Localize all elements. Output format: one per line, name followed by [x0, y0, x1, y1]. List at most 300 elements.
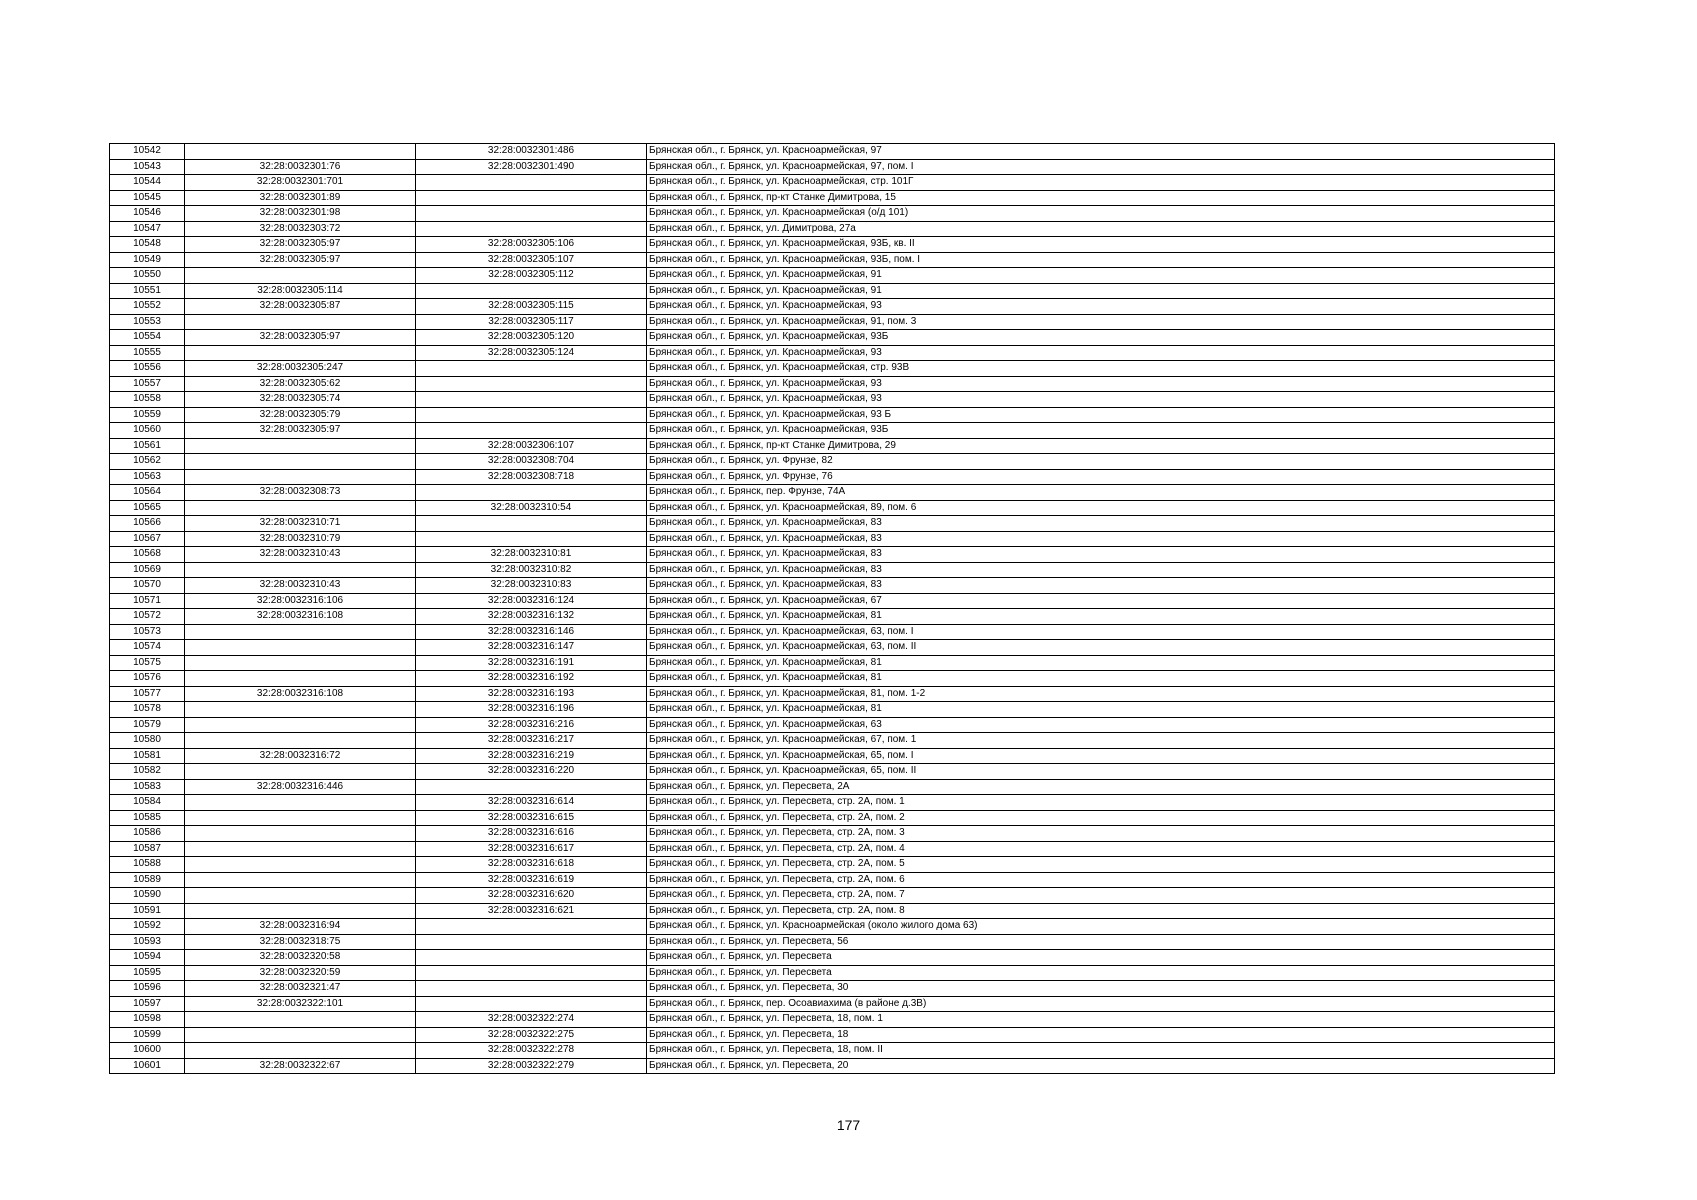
address-cell: Брянская обл., г. Брянск, ул. Красноармейская, 93Б, пом. I	[647, 252, 1555, 268]
table-row	[110, 469, 1555, 485]
address-cell: Брянская обл., г. Брянск, ул. Красноармейская, 63, пом. I	[647, 624, 1555, 640]
table-row	[110, 516, 1555, 532]
parcel-number-cell	[185, 903, 416, 919]
object-number-cell	[416, 407, 647, 423]
table-row	[110, 144, 1555, 160]
object-number-cell: 32:28:0032310:81	[416, 547, 647, 563]
address-cell: Брянская обл., г. Брянск, ул. Пересвета, стр. 2А, пом. 2	[647, 810, 1555, 826]
object-number-cell	[416, 981, 647, 997]
address-cell: Брянская обл., г. Брянск, ул. Красноармейская, 93	[647, 345, 1555, 361]
parcel-number-cell: 32:28:0032305:114	[185, 283, 416, 299]
address-cell: Брянская обл., г. Брянск, ул. Красноармейская (около жилого дома 63)	[647, 919, 1555, 935]
address-cell: Брянская обл., г. Брянск, пр-кт Станке Димитрова, 29	[647, 438, 1555, 454]
row-number-cell: 10599	[110, 1027, 185, 1043]
row-number-cell: 10579	[110, 717, 185, 733]
row-number-cell: 10558	[110, 392, 185, 408]
object-number-cell: 32:28:0032305:106	[416, 237, 647, 253]
address-cell: Брянская обл., г. Брянск, ул. Димитрова, 27а	[647, 221, 1555, 237]
parcel-number-cell: 32:28:0032316:72	[185, 748, 416, 764]
row-number-cell: 10542	[110, 144, 185, 160]
address-cell: Брянская обл., г. Брянск, пр-кт Станке Димитрова, 15	[647, 190, 1555, 206]
table-row	[110, 950, 1555, 966]
row-number-cell: 10597	[110, 996, 185, 1012]
parcel-number-cell	[185, 500, 416, 516]
parcel-number-cell: 32:28:0032305:74	[185, 392, 416, 408]
address-cell: Брянская обл., г. Брянск, ул. Пересвета, стр. 2А, пом. 5	[647, 857, 1555, 873]
object-number-cell	[416, 485, 647, 501]
table-row	[110, 857, 1555, 873]
parcel-number-cell: 32:28:0032305:247	[185, 361, 416, 377]
table-row	[110, 578, 1555, 594]
address-cell: Брянская обл., г. Брянск, ул. Красноармейская, 83	[647, 531, 1555, 547]
row-number-cell: 10543	[110, 159, 185, 175]
object-number-cell: 32:28:0032305:124	[416, 345, 647, 361]
row-number-cell: 10590	[110, 888, 185, 904]
address-cell: Брянская обл., г. Брянск, ул. Красноармейская, 93	[647, 392, 1555, 408]
table-row	[110, 903, 1555, 919]
object-number-cell: 32:28:0032322:274	[416, 1012, 647, 1028]
row-number-cell: 10565	[110, 500, 185, 516]
parcel-number-cell	[185, 826, 416, 842]
object-number-cell: 32:28:0032316:217	[416, 733, 647, 749]
parcel-number-cell	[185, 1027, 416, 1043]
table-row	[110, 779, 1555, 795]
address-cell: Брянская обл., г. Брянск, ул. Красноармейская, 81, пом. 1-2	[647, 686, 1555, 702]
address-cell: Брянская обл., г. Брянск, ул. Фрунзе, 82	[647, 454, 1555, 470]
row-number-cell: 10584	[110, 795, 185, 811]
address-cell: Брянская обл., г. Брянск, ул. Красноармейская, стр. 101Г	[647, 175, 1555, 191]
row-number-cell: 10587	[110, 841, 185, 857]
object-number-cell: 32:28:0032322:278	[416, 1043, 647, 1059]
table-row	[110, 624, 1555, 640]
table-row	[110, 407, 1555, 423]
row-number-cell: 10546	[110, 206, 185, 222]
object-number-cell: 32:28:0032322:279	[416, 1058, 647, 1074]
table-row	[110, 268, 1555, 284]
table-row	[110, 361, 1555, 377]
row-number-cell: 10583	[110, 779, 185, 795]
object-number-cell: 32:28:0032301:490	[416, 159, 647, 175]
table-row	[110, 531, 1555, 547]
address-cell: Брянская обл., г. Брянск, ул. Пересвета, стр. 2А, пом. 8	[647, 903, 1555, 919]
address-cell: Брянская обл., г. Брянск, ул. Красноармейская, 83	[647, 578, 1555, 594]
object-number-cell	[416, 221, 647, 237]
object-number-cell: 32:28:0032316:146	[416, 624, 647, 640]
table-row	[110, 764, 1555, 780]
address-cell: Брянская обл., г. Брянск, ул. Пересвета, 18	[647, 1027, 1555, 1043]
row-number-cell: 10557	[110, 376, 185, 392]
object-number-cell: 32:28:0032316:615	[416, 810, 647, 826]
object-number-cell	[416, 779, 647, 795]
object-number-cell	[416, 376, 647, 392]
address-cell: Брянская обл., г. Брянск, ул. Пересвета, стр. 2А, пом. 6	[647, 872, 1555, 888]
object-number-cell: 32:28:0032316:191	[416, 655, 647, 671]
parcel-number-cell	[185, 655, 416, 671]
address-cell: Брянская обл., г. Брянск, пер. Фрунзе, 74А	[647, 485, 1555, 501]
table-row	[110, 717, 1555, 733]
object-number-cell	[416, 392, 647, 408]
row-number-cell: 10585	[110, 810, 185, 826]
table-row	[110, 965, 1555, 981]
parcel-number-cell	[185, 857, 416, 873]
object-number-cell	[416, 516, 647, 532]
row-number-cell: 10589	[110, 872, 185, 888]
object-number-cell: 32:28:0032308:704	[416, 454, 647, 470]
address-cell: Брянская обл., г. Брянск, ул. Красноармейская, 65, пом. I	[647, 748, 1555, 764]
parcel-number-cell: 32:28:0032310:43	[185, 547, 416, 563]
parcel-number-cell	[185, 717, 416, 733]
parcel-number-cell: 32:28:0032308:73	[185, 485, 416, 501]
object-number-cell: 32:28:0032316:132	[416, 609, 647, 625]
row-number-cell: 10601	[110, 1058, 185, 1074]
row-number-cell: 10572	[110, 609, 185, 625]
object-number-cell: 32:28:0032310:54	[416, 500, 647, 516]
row-number-cell: 10578	[110, 702, 185, 718]
parcel-number-cell	[185, 764, 416, 780]
parcel-number-cell: 32:28:0032310:71	[185, 516, 416, 532]
parcel-number-cell: 32:28:0032305:79	[185, 407, 416, 423]
row-number-cell: 10563	[110, 469, 185, 485]
row-number-cell: 10550	[110, 268, 185, 284]
parcel-number-cell: 32:28:0032305:97	[185, 423, 416, 439]
row-number-cell: 10562	[110, 454, 185, 470]
table-row	[110, 500, 1555, 516]
parcel-number-cell	[185, 454, 416, 470]
object-number-cell: 32:28:0032310:83	[416, 578, 647, 594]
parcel-number-cell	[185, 702, 416, 718]
table-row	[110, 686, 1555, 702]
object-number-cell	[416, 190, 647, 206]
parcel-number-cell: 32:28:0032305:62	[185, 376, 416, 392]
address-cell: Брянская обл., г. Брянск, ул. Красноармейская, 93	[647, 299, 1555, 315]
parcel-number-cell: 32:28:0032310:43	[185, 578, 416, 594]
address-cell: Брянская обл., г. Брянск, ул. Красноармейская, 81	[647, 609, 1555, 625]
address-cell: Брянская обл., г. Брянск, ул. Красноармейская, 83	[647, 516, 1555, 532]
row-number-cell: 10552	[110, 299, 185, 315]
table-row	[110, 1058, 1555, 1074]
address-cell: Брянская обл., г. Брянск, ул. Красноармейская, 81	[647, 702, 1555, 718]
parcel-number-cell: 32:28:0032301:89	[185, 190, 416, 206]
row-number-cell: 10564	[110, 485, 185, 501]
registry-table-container	[109, 143, 1555, 1074]
row-number-cell: 10548	[110, 237, 185, 253]
table-row	[110, 919, 1555, 935]
address-cell: Брянская обл., г. Брянск, ул. Красноармейская, 91	[647, 283, 1555, 299]
address-cell: Брянская обл., г. Брянск, ул. Красноармейская, 83	[647, 547, 1555, 563]
object-number-cell: 32:28:0032316:193	[416, 686, 647, 702]
parcel-number-cell: 32:28:0032321:47	[185, 981, 416, 997]
table-row	[110, 934, 1555, 950]
parcel-number-cell: 32:28:0032316:446	[185, 779, 416, 795]
parcel-number-cell	[185, 624, 416, 640]
table-row	[110, 299, 1555, 315]
address-cell: Брянская обл., г. Брянск, ул. Пересвета, 18, пом. 1	[647, 1012, 1555, 1028]
row-number-cell: 10595	[110, 965, 185, 981]
row-number-cell: 10555	[110, 345, 185, 361]
table-row	[110, 609, 1555, 625]
object-number-cell: 32:28:0032306:107	[416, 438, 647, 454]
row-number-cell: 10580	[110, 733, 185, 749]
address-cell: Брянская обл., г. Брянск, ул. Пересвета, 18, пом. II	[647, 1043, 1555, 1059]
object-number-cell: 32:28:0032305:120	[416, 330, 647, 346]
address-cell: Брянская обл., г. Брянск, ул. Красноармейская, 93Б	[647, 423, 1555, 439]
table-row	[110, 810, 1555, 826]
parcel-number-cell	[185, 438, 416, 454]
parcel-number-cell: 32:28:0032316:108	[185, 609, 416, 625]
row-number-cell: 10567	[110, 531, 185, 547]
registry-table-body	[110, 144, 1555, 1074]
table-row	[110, 283, 1555, 299]
table-row	[110, 547, 1555, 563]
row-number-cell: 10570	[110, 578, 185, 594]
object-number-cell	[416, 919, 647, 935]
row-number-cell: 10598	[110, 1012, 185, 1028]
parcel-number-cell	[185, 1043, 416, 1059]
table-row	[110, 795, 1555, 811]
parcel-number-cell	[185, 144, 416, 160]
object-number-cell: 32:28:0032305:112	[416, 268, 647, 284]
parcel-number-cell	[185, 888, 416, 904]
parcel-number-cell: 32:28:0032301:76	[185, 159, 416, 175]
row-number-cell: 10551	[110, 283, 185, 299]
address-cell: Брянская обл., г. Брянск, ул. Красноармейская, 63	[647, 717, 1555, 733]
table-row	[110, 826, 1555, 842]
row-number-cell: 10591	[110, 903, 185, 919]
row-number-cell: 10561	[110, 438, 185, 454]
parcel-number-cell: 32:28:0032320:59	[185, 965, 416, 981]
address-cell: Брянская обл., г. Брянск, ул. Пересвета, стр. 2А, пом. 1	[647, 795, 1555, 811]
row-number-cell: 10581	[110, 748, 185, 764]
parcel-number-cell	[185, 810, 416, 826]
parcel-number-cell: 32:28:0032305:97	[185, 237, 416, 253]
parcel-number-cell	[185, 469, 416, 485]
table-row	[110, 423, 1555, 439]
object-number-cell: 32:28:0032316:614	[416, 795, 647, 811]
row-number-cell: 10560	[110, 423, 185, 439]
address-cell: Брянская обл., г. Брянск, ул. Красноармейская, стр. 93В	[647, 361, 1555, 377]
object-number-cell	[416, 996, 647, 1012]
address-cell: Брянская обл., г. Брянск, ул. Пересвета, 20	[647, 1058, 1555, 1074]
object-number-cell: 32:28:0032316:621	[416, 903, 647, 919]
table-row	[110, 392, 1555, 408]
object-number-cell	[416, 965, 647, 981]
row-number-cell: 10544	[110, 175, 185, 191]
table-row	[110, 593, 1555, 609]
table-row	[110, 438, 1555, 454]
address-cell: Брянская обл., г. Брянск, ул. Красноармейская, 63, пом. II	[647, 640, 1555, 656]
table-row	[110, 345, 1555, 361]
object-number-cell	[416, 283, 647, 299]
object-number-cell	[416, 175, 647, 191]
table-row	[110, 1043, 1555, 1059]
address-cell: Брянская обл., г. Брянск, ул. Красноармейская, 97	[647, 144, 1555, 160]
parcel-number-cell	[185, 640, 416, 656]
object-number-cell	[416, 531, 647, 547]
parcel-number-cell: 32:28:0032320:58	[185, 950, 416, 966]
address-cell: Брянская обл., г. Брянск, ул. Красноармейская, 93	[647, 376, 1555, 392]
table-row	[110, 562, 1555, 578]
parcel-number-cell: 32:28:0032316:108	[185, 686, 416, 702]
object-number-cell: 32:28:0032316:619	[416, 872, 647, 888]
address-cell: Брянская обл., г. Брянск, ул. Пересвета, 2А	[647, 779, 1555, 795]
table-row	[110, 190, 1555, 206]
address-cell: Брянская обл., г. Брянск, ул. Красноармейская, 67, пом. 1	[647, 733, 1555, 749]
row-number-cell: 10559	[110, 407, 185, 423]
row-number-cell: 10576	[110, 671, 185, 687]
address-cell: Брянская обл., г. Брянск, пер. Осоавиахима (в районе д.3В)	[647, 996, 1555, 1012]
table-row	[110, 748, 1555, 764]
object-number-cell: 32:28:0032305:117	[416, 314, 647, 330]
object-number-cell: 32:28:0032316:216	[416, 717, 647, 733]
address-cell: Брянская обл., г. Брянск, ул. Пересвета, стр. 2А, пом. 3	[647, 826, 1555, 842]
address-cell: Брянская обл., г. Брянск, ул. Красноармейская, 81	[647, 671, 1555, 687]
address-cell: Брянская обл., г. Брянск, ул. Пересвета, стр. 2А, пом. 4	[647, 841, 1555, 857]
table-row	[110, 671, 1555, 687]
object-number-cell: 32:28:0032305:107	[416, 252, 647, 268]
parcel-number-cell: 32:28:0032305:87	[185, 299, 416, 315]
row-number-cell: 10545	[110, 190, 185, 206]
parcel-number-cell: 32:28:0032301:701	[185, 175, 416, 191]
table-row	[110, 252, 1555, 268]
table-row	[110, 1027, 1555, 1043]
object-number-cell: 32:28:0032316:620	[416, 888, 647, 904]
table-row	[110, 485, 1555, 501]
table-row	[110, 314, 1555, 330]
table-row	[110, 221, 1555, 237]
table-row	[110, 376, 1555, 392]
row-number-cell: 10586	[110, 826, 185, 842]
parcel-number-cell: 32:28:0032305:97	[185, 330, 416, 346]
address-cell: Брянская обл., г. Брянск, ул. Красноармейская, 93 Б	[647, 407, 1555, 423]
object-number-cell: 32:28:0032316:617	[416, 841, 647, 857]
address-cell: Брянская обл., г. Брянск, ул. Фрунзе, 76	[647, 469, 1555, 485]
table-row	[110, 206, 1555, 222]
table-row	[110, 996, 1555, 1012]
row-number-cell: 10573	[110, 624, 185, 640]
row-number-cell: 10574	[110, 640, 185, 656]
object-number-cell: 32:28:0032316:219	[416, 748, 647, 764]
parcel-number-cell: 32:28:0032301:98	[185, 206, 416, 222]
table-row	[110, 237, 1555, 253]
row-number-cell: 10588	[110, 857, 185, 873]
object-number-cell: 32:28:0032305:115	[416, 299, 647, 315]
table-row	[110, 872, 1555, 888]
row-number-cell: 10596	[110, 981, 185, 997]
object-number-cell: 32:28:0032308:718	[416, 469, 647, 485]
object-number-cell	[416, 206, 647, 222]
object-number-cell: 32:28:0032316:147	[416, 640, 647, 656]
table-row	[110, 330, 1555, 346]
address-cell: Брянская обл., г. Брянск, ул. Красноармейская (о/д 101)	[647, 206, 1555, 222]
address-cell: Брянская обл., г. Брянск, ул. Красноармейская, 93Б	[647, 330, 1555, 346]
row-number-cell: 10600	[110, 1043, 185, 1059]
object-number-cell: 32:28:0032316:192	[416, 671, 647, 687]
address-cell: Брянская обл., г. Брянск, ул. Красноармейская, 83	[647, 562, 1555, 578]
parcel-number-cell	[185, 671, 416, 687]
address-cell: Брянская обл., г. Брянск, ул. Красноармейская, 91	[647, 268, 1555, 284]
row-number-cell: 10594	[110, 950, 185, 966]
parcel-number-cell	[185, 795, 416, 811]
parcel-number-cell: 32:28:0032303:72	[185, 221, 416, 237]
object-number-cell	[416, 423, 647, 439]
address-cell: Брянская обл., г. Брянск, ул. Красноармейская, 89, пом. 6	[647, 500, 1555, 516]
row-number-cell: 10553	[110, 314, 185, 330]
parcel-number-cell: 32:28:0032318:75	[185, 934, 416, 950]
address-cell: Брянская обл., г. Брянск, ул. Красноармейская, 97, пом. I	[647, 159, 1555, 175]
object-number-cell	[416, 934, 647, 950]
object-number-cell: 32:28:0032322:275	[416, 1027, 647, 1043]
object-number-cell: 32:28:0032316:220	[416, 764, 647, 780]
parcel-number-cell	[185, 733, 416, 749]
parcel-number-cell: 32:28:0032316:94	[185, 919, 416, 935]
row-number-cell: 10582	[110, 764, 185, 780]
address-cell: Брянская обл., г. Брянск, ул. Красноармейская, 91, пом. 3	[647, 314, 1555, 330]
row-number-cell: 10547	[110, 221, 185, 237]
table-row	[110, 175, 1555, 191]
registry-table	[109, 143, 1555, 1074]
table-row	[110, 888, 1555, 904]
object-number-cell: 32:28:0032316:124	[416, 593, 647, 609]
row-number-cell: 10571	[110, 593, 185, 609]
object-number-cell	[416, 950, 647, 966]
address-cell: Брянская обл., г. Брянск, ул. Пересвета, стр. 2А, пом. 7	[647, 888, 1555, 904]
row-number-cell: 10554	[110, 330, 185, 346]
table-row	[110, 640, 1555, 656]
row-number-cell: 10566	[110, 516, 185, 532]
parcel-number-cell	[185, 345, 416, 361]
row-number-cell: 10549	[110, 252, 185, 268]
address-cell: Брянская обл., г. Брянск, ул. Пересвета, 56	[647, 934, 1555, 950]
parcel-number-cell: 32:28:0032310:79	[185, 531, 416, 547]
parcel-number-cell: 32:28:0032322:101	[185, 996, 416, 1012]
table-row	[110, 733, 1555, 749]
table-row	[110, 702, 1555, 718]
object-number-cell: 32:28:0032316:616	[416, 826, 647, 842]
parcel-number-cell: 32:28:0032322:67	[185, 1058, 416, 1074]
parcel-number-cell	[185, 841, 416, 857]
page-number: 177	[836, 1117, 861, 1133]
parcel-number-cell	[185, 314, 416, 330]
parcel-number-cell	[185, 1012, 416, 1028]
address-cell: Брянская обл., г. Брянск, ул. Пересвета, 30	[647, 981, 1555, 997]
address-cell: Брянская обл., г. Брянск, ул. Красноармейская, 81	[647, 655, 1555, 671]
address-cell: Брянская обл., г. Брянск, ул. Пересвета	[647, 965, 1555, 981]
row-number-cell: 10556	[110, 361, 185, 377]
object-number-cell: 32:28:0032316:196	[416, 702, 647, 718]
table-row	[110, 981, 1555, 997]
parcel-number-cell: 32:28:0032305:97	[185, 252, 416, 268]
object-number-cell: 32:28:0032310:82	[416, 562, 647, 578]
address-cell: Брянская обл., г. Брянск, ул. Пересвета	[647, 950, 1555, 966]
object-number-cell: 32:28:0032301:486	[416, 144, 647, 160]
table-row	[110, 841, 1555, 857]
row-number-cell: 10569	[110, 562, 185, 578]
table-row	[110, 655, 1555, 671]
row-number-cell: 10575	[110, 655, 185, 671]
row-number-cell: 10568	[110, 547, 185, 563]
address-cell: Брянская обл., г. Брянск, ул. Красноармейская, 65, пом. II	[647, 764, 1555, 780]
table-row	[110, 1012, 1555, 1028]
row-number-cell: 10592	[110, 919, 185, 935]
parcel-number-cell	[185, 872, 416, 888]
row-number-cell: 10593	[110, 934, 185, 950]
parcel-number-cell: 32:28:0032316:106	[185, 593, 416, 609]
row-number-cell: 10577	[110, 686, 185, 702]
object-number-cell: 32:28:0032316:618	[416, 857, 647, 873]
address-cell: Брянская обл., г. Брянск, ул. Красноармейская, 67	[647, 593, 1555, 609]
object-number-cell	[416, 361, 647, 377]
table-row	[110, 159, 1555, 175]
